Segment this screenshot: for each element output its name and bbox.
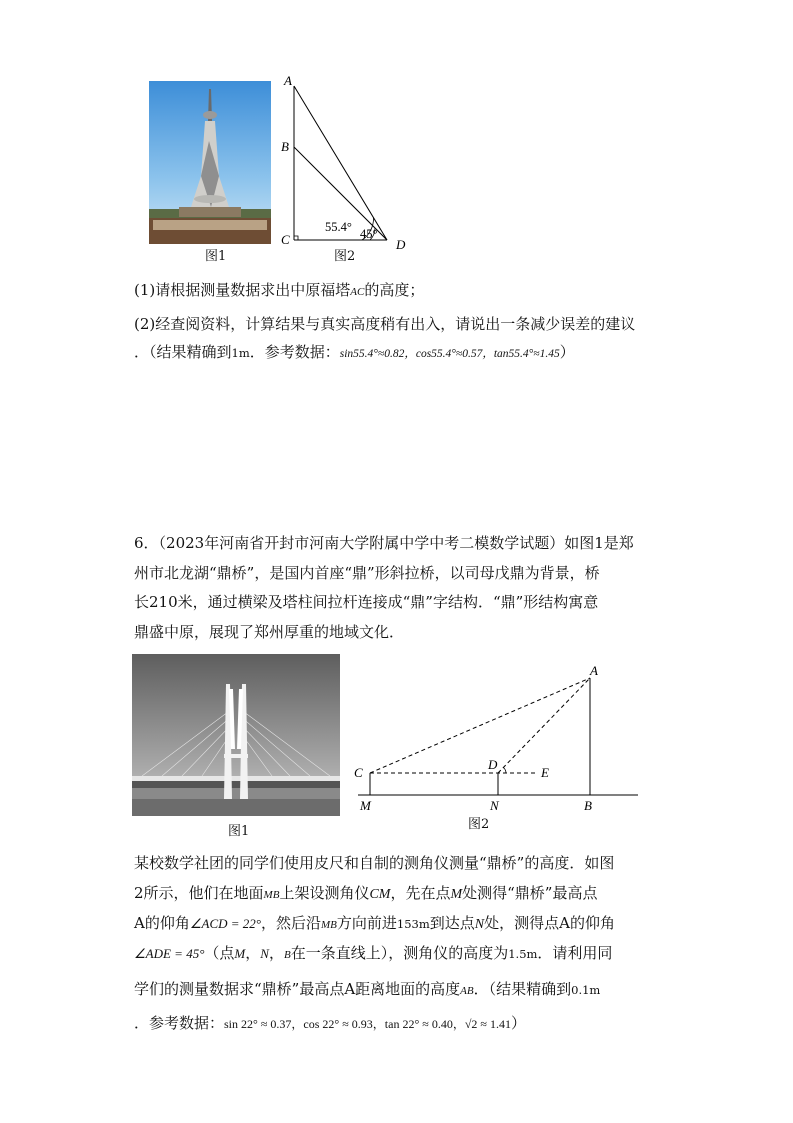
angle-arc-d	[504, 768, 507, 774]
q6-intro-line-1: 6．（2023年河南省开封市河南大学附属中学中考二模数学试题）如图1是郑	[134, 534, 634, 552]
point-b-label: B	[281, 139, 289, 154]
q6-intro-line-4: 鼎盛中原，展现了郑州厚重的地域文化．	[134, 623, 405, 641]
line-ca-dashed	[370, 678, 590, 773]
right-angle-mark	[294, 236, 298, 240]
line-ad	[294, 86, 387, 240]
q6-body-line-5: 学们的测量数据求“鼎桥”最高点A距离地面的高度AB．（结果精确到0.1m	[134, 980, 601, 998]
bridge-angle-diagram	[350, 660, 645, 825]
point-e-label: E	[541, 765, 549, 780]
q6-body-line-4: ∠ADE = 45°（点M，N，B在一条直线上），测角仪的高度为1.5m．请利用同	[134, 944, 613, 962]
q5-reference: ．（结果精确到1m．参考数据：sin55.4°≈0.82，cos55.4°≈0.57，tan55.4°≈1.45）	[134, 343, 575, 361]
point-m-label: M	[360, 798, 371, 813]
figure1-photo-caption: 图1	[205, 249, 227, 264]
tower-angle-diagram	[280, 76, 410, 256]
q6-intro-line-3: 长210米，通过横梁及塔柱间拉杆连接成“鼎”字结构．“鼎”形结构寓意	[134, 593, 599, 611]
q6-body-line-1: 某校数学社团的同学们使用皮尺和自制的测角仪测量“鼎桥”的高度．如图	[134, 854, 615, 872]
var-ac: AC	[350, 286, 365, 298]
dingqiao-bridge-photo	[132, 654, 340, 816]
figure2-photo-caption: 图1	[228, 824, 250, 839]
q6-reference: ．参考数据：sin 22° ≈ 0.37，cos 22° ≈ 0.93，tan 22° ≈ 0.40，√2 ≈ 1.41）	[134, 1014, 527, 1032]
line-da-dashed	[498, 678, 590, 773]
point-d-label: D	[488, 757, 498, 772]
point-d-label: D	[396, 237, 406, 252]
angle-label-55: 55.4°	[325, 220, 352, 234]
figure2-diagram-caption: 图2	[468, 817, 490, 832]
q6-intro-line-2: 州市北龙湖“鼎桥”，是国内首座“鼎”形斜拉桥，以司母戊鼎为背景，桥	[134, 564, 600, 582]
fuqi-tower-photo	[149, 81, 271, 244]
point-b-label: B	[584, 798, 592, 813]
q5-part1: (1)请根据测量数据求出中原福塔AC的高度；	[134, 281, 425, 299]
q6-body-line-2: 2所示，他们在地面MB上架设测角仪CM，先在点M处测得“鼎桥”最高点	[134, 884, 598, 902]
figure1-diagram-caption: 图2	[334, 249, 356, 264]
point-c-label: C	[281, 232, 290, 247]
point-a-label: A	[590, 663, 598, 678]
angle-label-45: 45°	[360, 227, 378, 241]
q6-body-line-3: A的仰角∠ACD = 22°，然后沿MB方向前进153m到达点N处，测得点A的仰角	[134, 914, 615, 932]
point-a-label: A	[284, 76, 292, 88]
point-c-label: C	[354, 765, 363, 780]
q5-part2: (2)经查阅资料，计算结果与真实高度稍有出入，请说出一条减少误差的建议	[134, 315, 636, 333]
point-n-label: N	[490, 798, 499, 813]
